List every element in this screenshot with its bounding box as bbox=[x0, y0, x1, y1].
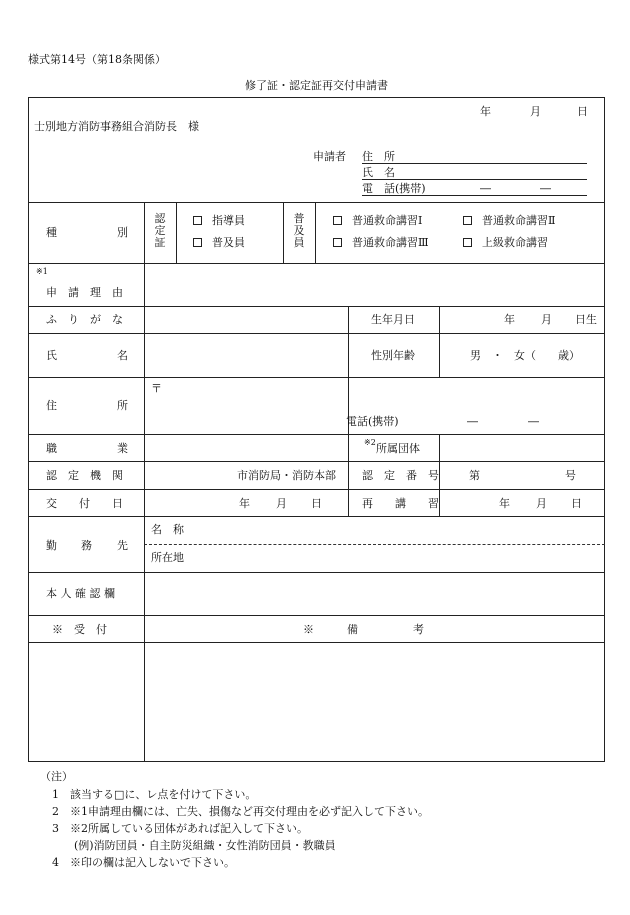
birthdate-label: 生年月日 bbox=[371, 313, 415, 326]
applicant-label: 申請者 bbox=[313, 150, 346, 163]
form-frame bbox=[28, 97, 605, 762]
note-1: 1 該当する□に、レ点を付けて下さい。 bbox=[52, 788, 257, 801]
rule bbox=[28, 377, 605, 378]
address-phone-dash-2: ― bbox=[528, 415, 539, 428]
date-day: 日 bbox=[577, 105, 588, 118]
address-label-a: 住 bbox=[46, 399, 57, 412]
note-3: 3 ※2所属している団体があれば記入して下さい。 bbox=[52, 822, 308, 835]
option-course-3-label: 普通救命講習Ⅲ bbox=[352, 236, 429, 249]
issue-day: 日 bbox=[311, 497, 322, 510]
checkbox[interactable] bbox=[333, 238, 342, 247]
retrain-label: 再 講 習 bbox=[362, 497, 439, 510]
issue-label: 交 付 日 bbox=[46, 497, 123, 510]
name-label-b: 名 bbox=[117, 349, 128, 362]
birth-month: 月 bbox=[541, 313, 552, 326]
rule bbox=[28, 263, 605, 264]
rule bbox=[28, 333, 605, 334]
checkbox[interactable] bbox=[463, 238, 472, 247]
name-field[interactable] bbox=[146, 336, 346, 375]
date-month: 月 bbox=[530, 105, 541, 118]
address-label-b: 所 bbox=[117, 399, 128, 412]
address-phone-dash-1: ― bbox=[467, 415, 478, 428]
option-fukyuin-label: 普及員 bbox=[212, 236, 245, 249]
sex-age-label: 性別年齢 bbox=[371, 349, 415, 362]
group-label: 所属団体 bbox=[376, 442, 420, 455]
sex-age-value[interactable]: 男 ・ 女（ 歳） bbox=[470, 349, 580, 362]
rule bbox=[28, 516, 605, 517]
applicant-address-field[interactable] bbox=[362, 163, 587, 164]
rule bbox=[28, 434, 605, 435]
cert-number-suffix: 号 bbox=[565, 469, 576, 482]
workplace-name-label: 名 称 bbox=[151, 523, 184, 536]
notes-header: （注） bbox=[40, 770, 73, 783]
workplace-location-label: 所在地 bbox=[151, 551, 184, 564]
form-title: 修了証・認定証再交付申請書 bbox=[245, 79, 388, 92]
birth-day: 日生 bbox=[575, 313, 597, 326]
shubetsu-label-b: 別 bbox=[117, 226, 128, 239]
workplace-label-a: 勤 bbox=[46, 539, 57, 552]
workplace-label-c: 先 bbox=[117, 539, 128, 552]
option-course-4[interactable] bbox=[463, 237, 548, 248]
identity-label: 本 人 確 認 欄 bbox=[46, 587, 115, 600]
note-3-example: (例)消防団員・自主防災組織・女性消防団員・教職員 bbox=[52, 839, 336, 852]
applicant-name-label: 氏 名 bbox=[362, 166, 395, 179]
birth-year: 年 bbox=[504, 313, 515, 326]
group-note: ※2 bbox=[364, 438, 376, 447]
rule bbox=[28, 461, 605, 462]
rule bbox=[28, 642, 605, 643]
rule bbox=[144, 202, 145, 762]
rule bbox=[28, 489, 605, 490]
nintei-label: 認定証 bbox=[154, 212, 166, 249]
cert-number-prefix: 第 bbox=[469, 469, 480, 482]
checkbox[interactable] bbox=[333, 216, 342, 225]
dashed-rule bbox=[144, 544, 605, 545]
job-field[interactable] bbox=[146, 437, 346, 459]
option-shidoin-label: 指導員 bbox=[212, 214, 245, 227]
postal-mark: 〒 bbox=[151, 382, 162, 395]
applicant-phone-dash-1: ― bbox=[480, 182, 491, 195]
addressee: 士別地方消防事務組合消防長 様 bbox=[34, 120, 199, 133]
applicant-phone-label: 電 話(携帯) bbox=[362, 182, 426, 195]
option-course-2[interactable] bbox=[463, 215, 555, 226]
reason-note: ※1 bbox=[36, 267, 48, 276]
rule bbox=[439, 306, 440, 377]
applicant-phone-field[interactable] bbox=[362, 195, 587, 196]
note-2: 2 ※1申請理由欄には、亡失、損傷など再交付理由を必ず記入して下さい。 bbox=[52, 805, 429, 818]
issue-month: 月 bbox=[276, 497, 287, 510]
rule bbox=[439, 434, 440, 516]
rule bbox=[28, 306, 605, 307]
rule bbox=[28, 615, 605, 616]
retrain-month: 月 bbox=[536, 497, 547, 510]
applicant-address-label: 住 所 bbox=[362, 150, 395, 163]
cert-number-label: 認 定 番 号 bbox=[362, 469, 439, 482]
checkbox[interactable] bbox=[463, 216, 472, 225]
shubetsu-label-a: 種 bbox=[46, 226, 57, 239]
option-fukyuin[interactable] bbox=[193, 237, 245, 248]
note-4: 4 ※印の欄は記入しないで下さい。 bbox=[52, 856, 235, 869]
form-number: 様式第14号（第18条関係） bbox=[28, 53, 166, 66]
remarks-label: ※ 備 考 bbox=[303, 623, 424, 636]
applicant-name-field[interactable] bbox=[362, 179, 587, 180]
option-course-1[interactable] bbox=[333, 215, 422, 226]
identity-field[interactable] bbox=[146, 575, 602, 613]
issue-year: 年 bbox=[239, 497, 250, 510]
name-label-a: 氏 bbox=[46, 349, 57, 362]
agency-label: 認 定 機 関 bbox=[46, 469, 123, 482]
option-course-4-label: 上級救命講習 bbox=[482, 236, 548, 249]
option-course-3[interactable] bbox=[333, 237, 429, 248]
checkbox[interactable] bbox=[193, 238, 202, 247]
rule bbox=[28, 572, 605, 573]
option-course-1-label: 普通救命講習Ⅰ bbox=[352, 214, 423, 227]
agency-value: 市消防局・消防本部 bbox=[237, 469, 336, 482]
address-phone-label: 電話(携帯) bbox=[346, 415, 399, 428]
rule bbox=[283, 202, 284, 263]
reason-field[interactable] bbox=[146, 266, 602, 304]
retrain-day: 日 bbox=[571, 497, 582, 510]
rule bbox=[348, 306, 349, 516]
reception-label: ※ 受 付 bbox=[52, 623, 107, 636]
date-year: 年 bbox=[480, 105, 491, 118]
job-label-b: 業 bbox=[117, 442, 128, 455]
furigana-field[interactable] bbox=[146, 309, 346, 331]
workplace-label-b: 務 bbox=[81, 539, 92, 552]
checkbox[interactable] bbox=[193, 216, 202, 225]
option-shidoin[interactable] bbox=[193, 215, 245, 226]
retrain-year: 年 bbox=[499, 497, 510, 510]
rule bbox=[176, 202, 177, 263]
rule bbox=[315, 202, 316, 263]
option-course-2-label: 普通救命講習Ⅱ bbox=[482, 214, 556, 227]
reason-label: 申 請 理 由 bbox=[46, 286, 123, 299]
rule bbox=[28, 202, 605, 203]
job-label-a: 職 bbox=[46, 442, 57, 455]
fukyu-label: 普及員 bbox=[293, 212, 305, 249]
furigana-label: ふ り が な bbox=[46, 313, 123, 326]
applicant-phone-dash-2: ― bbox=[540, 182, 551, 195]
